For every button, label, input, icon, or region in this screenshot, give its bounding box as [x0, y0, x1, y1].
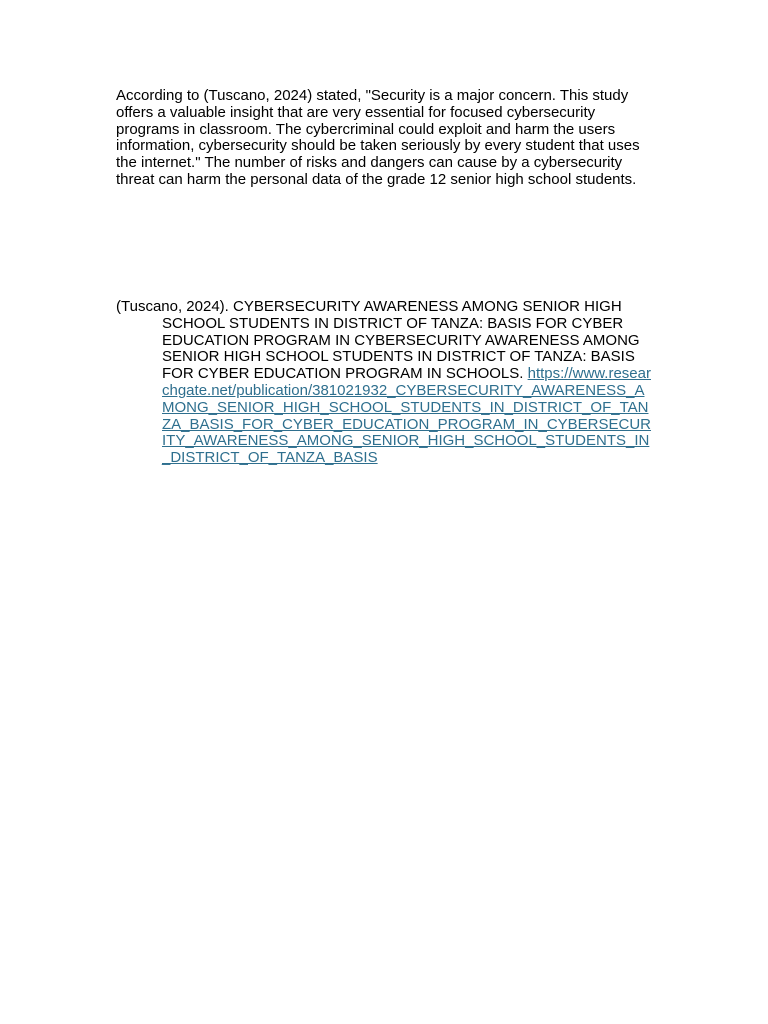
reference-citation: (Tuscano, 2024). CYBERSECURITY AWARENESS AMONG SENIOR HIGH SCHOOL STUDENTS IN DISTRICT OF TANZA: BASIS FOR CYBER EDUCATION PROGRAM IN CYBERSECURITY AWARENESS AMONG SENIOR HIGH SCHOOL STUDENTS IN DISTRICT OF TANZA: BASIS FOR CYBER EDUCATION PROGRAM IN SCHOOLS.	[116, 298, 640, 383]
body-paragraph: According to (Tuscano, 2024) stated, "Security is a major concern. This study offers a valuable insight that are very essential for focused cybersecurity programs in classroom. The cybercriminal could exploit and harm the users information, cybersecurity should be taken seriously by every student that uses the internet." The number of risks and dangers can cause by a cybersecurity threat can harm the personal data of the grade 12 senior high school students.	[116, 87, 640, 188]
reference-entry	[116, 299, 652, 467]
reference-link[interactable]: https://www.researchgate.net/publication/381021932_CYBERSECURITY_AWARENESS_AMONG_SENIOR_HIGH_SCHOOL_STUDENTS_IN_DISTRICT_OF_TANZA_BASIS_FOR_CYBER_EDUCATION_PROGRAM_IN_CYBERSECURITY_AWARENESS_AMONG_SENIOR_HIGH_SCHOOL_STUDENTS_IN_DISTRICT_OF_TANZA_BASIS	[162, 365, 652, 467]
